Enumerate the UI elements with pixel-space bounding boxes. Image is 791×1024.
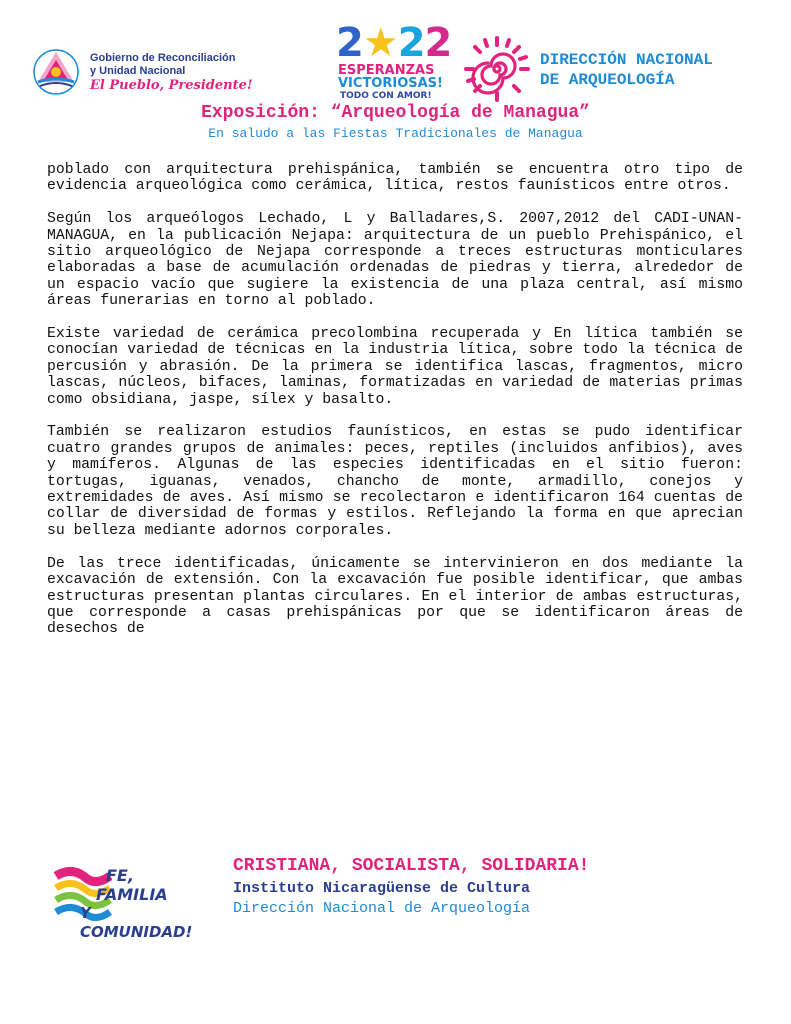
page-header <box>0 0 791 150</box>
body-paragraph: De las trece identificadas, únicamente se intervinieron en dos mediante la excavación de extensión. Con la excavación fue posible identificar, que ambas estructuras presentan plantas circulares. En el interior de ambas estructuras, que corresponde a casas prehispánicas por que se identificaron áreas de desechos de <box>47 555 743 638</box>
archaeology-title-line2: DE ARQUEOLOGÍA <box>540 71 675 89</box>
year-digits <box>336 22 451 64</box>
body-paragraph: Según los arqueólogos Lechado, L y Balladares,S. 2007,2012 del CADI-UNAN-MANAGUA, en la publicación Nejapa: arquitectura de un pueblo Prehispánico, el sitio arqueológico de Nejapa corresponde a treces estructuras monticulares elaboradas a base de acumulación ordenadas de piedras y tierra, alrededor de un espacio vacío que sugiere la existencia de una plaza central, así mismo áreas funerarias en torno al poblado. <box>47 211 743 310</box>
body-paragraph: Existe variedad de cerámica precolombina recuperada y En lítica también se conocían variedad de técnicas en la industria lítica, sobre todo la técnica de percusión y abrasión. De la primera se identifica lascas, fragmentos, micro lascas, núcleos, bifaces, laminas, formatizadas en variedad de materias primas como obsidiana, jaspe, sílex y basalto. <box>47 326 743 408</box>
government-emblem-icon <box>30 42 86 102</box>
year-digit: 2 <box>336 20 363 66</box>
year-logo-line3: TODO CON AMOR! <box>340 91 432 101</box>
government-name <box>90 52 235 78</box>
year-digit: 2 <box>424 20 452 66</box>
body-paragraph: poblado con arquitectura prehispánica, también se encuentra otro tipo de evidencia arqueológica como cerámica, lítica, restos faunísticos entre otros. <box>47 162 743 195</box>
fe-logo-line2: FAMILIA <box>96 885 168 904</box>
star-icon: ★ <box>362 20 398 66</box>
archaeology-spiral-emblem-icon <box>464 36 530 102</box>
year-2022-logo <box>336 22 464 104</box>
government-name-line2: y Unidad Nacional <box>90 65 186 77</box>
year-digit: 2 <box>397 20 425 66</box>
government-slogan: El Pueblo, Presidente! <box>90 78 253 93</box>
government-logo <box>30 38 260 108</box>
exposition-title: Exposición: “Arqueología de Managua” <box>201 103 590 123</box>
document-body <box>47 162 743 654</box>
footer-institute: Instituto Nicaragüense de Cultura <box>233 880 531 897</box>
fe-logo-line1: FE, <box>106 866 134 885</box>
archaeology-direction-title <box>540 50 713 90</box>
footer-direction: Dirección Nacional de Arqueología <box>233 900 531 917</box>
year-logo-line1: ESPERANZAS <box>338 63 435 78</box>
year-logo-line2: VICTORIOSAS! <box>338 76 443 91</box>
government-name-line1: Gobierno de Reconciliación <box>90 52 236 64</box>
fe-logo-line3: Y COMUNIDAD! <box>80 904 193 941</box>
exposition-subtitle: En saludo a las Fiestas Tradicionales de Managua <box>208 126 583 141</box>
archaeology-title-line1: DIRECCIÓN NACIONAL <box>540 51 713 69</box>
fe-familia-comunidad-logo <box>52 860 208 941</box>
footer-slogan: CRISTIANA, SOCIALISTA, SOLIDARIA! <box>233 856 590 876</box>
fe-logo-text <box>80 866 208 942</box>
body-paragraph: También se realizaron estudios faunísticos, en estas se pudo identificar cuatro grandes grupos de animales: peces, reptiles (incluidos anfibios), aves y mamíferos. Algunas de las especies identificadas en el sitio fueron: tortugas, iguanas, venados, chancho de monte, armadillo, conejos y extremidades de aves. Así mismo se recolectaron e identificaron 164 cuentas de collar de diversidad de formas y estilos. Reflejando la forma en que aprecian su belleza mediante adornos corporales. <box>47 424 743 539</box>
page-footer <box>0 850 791 941</box>
